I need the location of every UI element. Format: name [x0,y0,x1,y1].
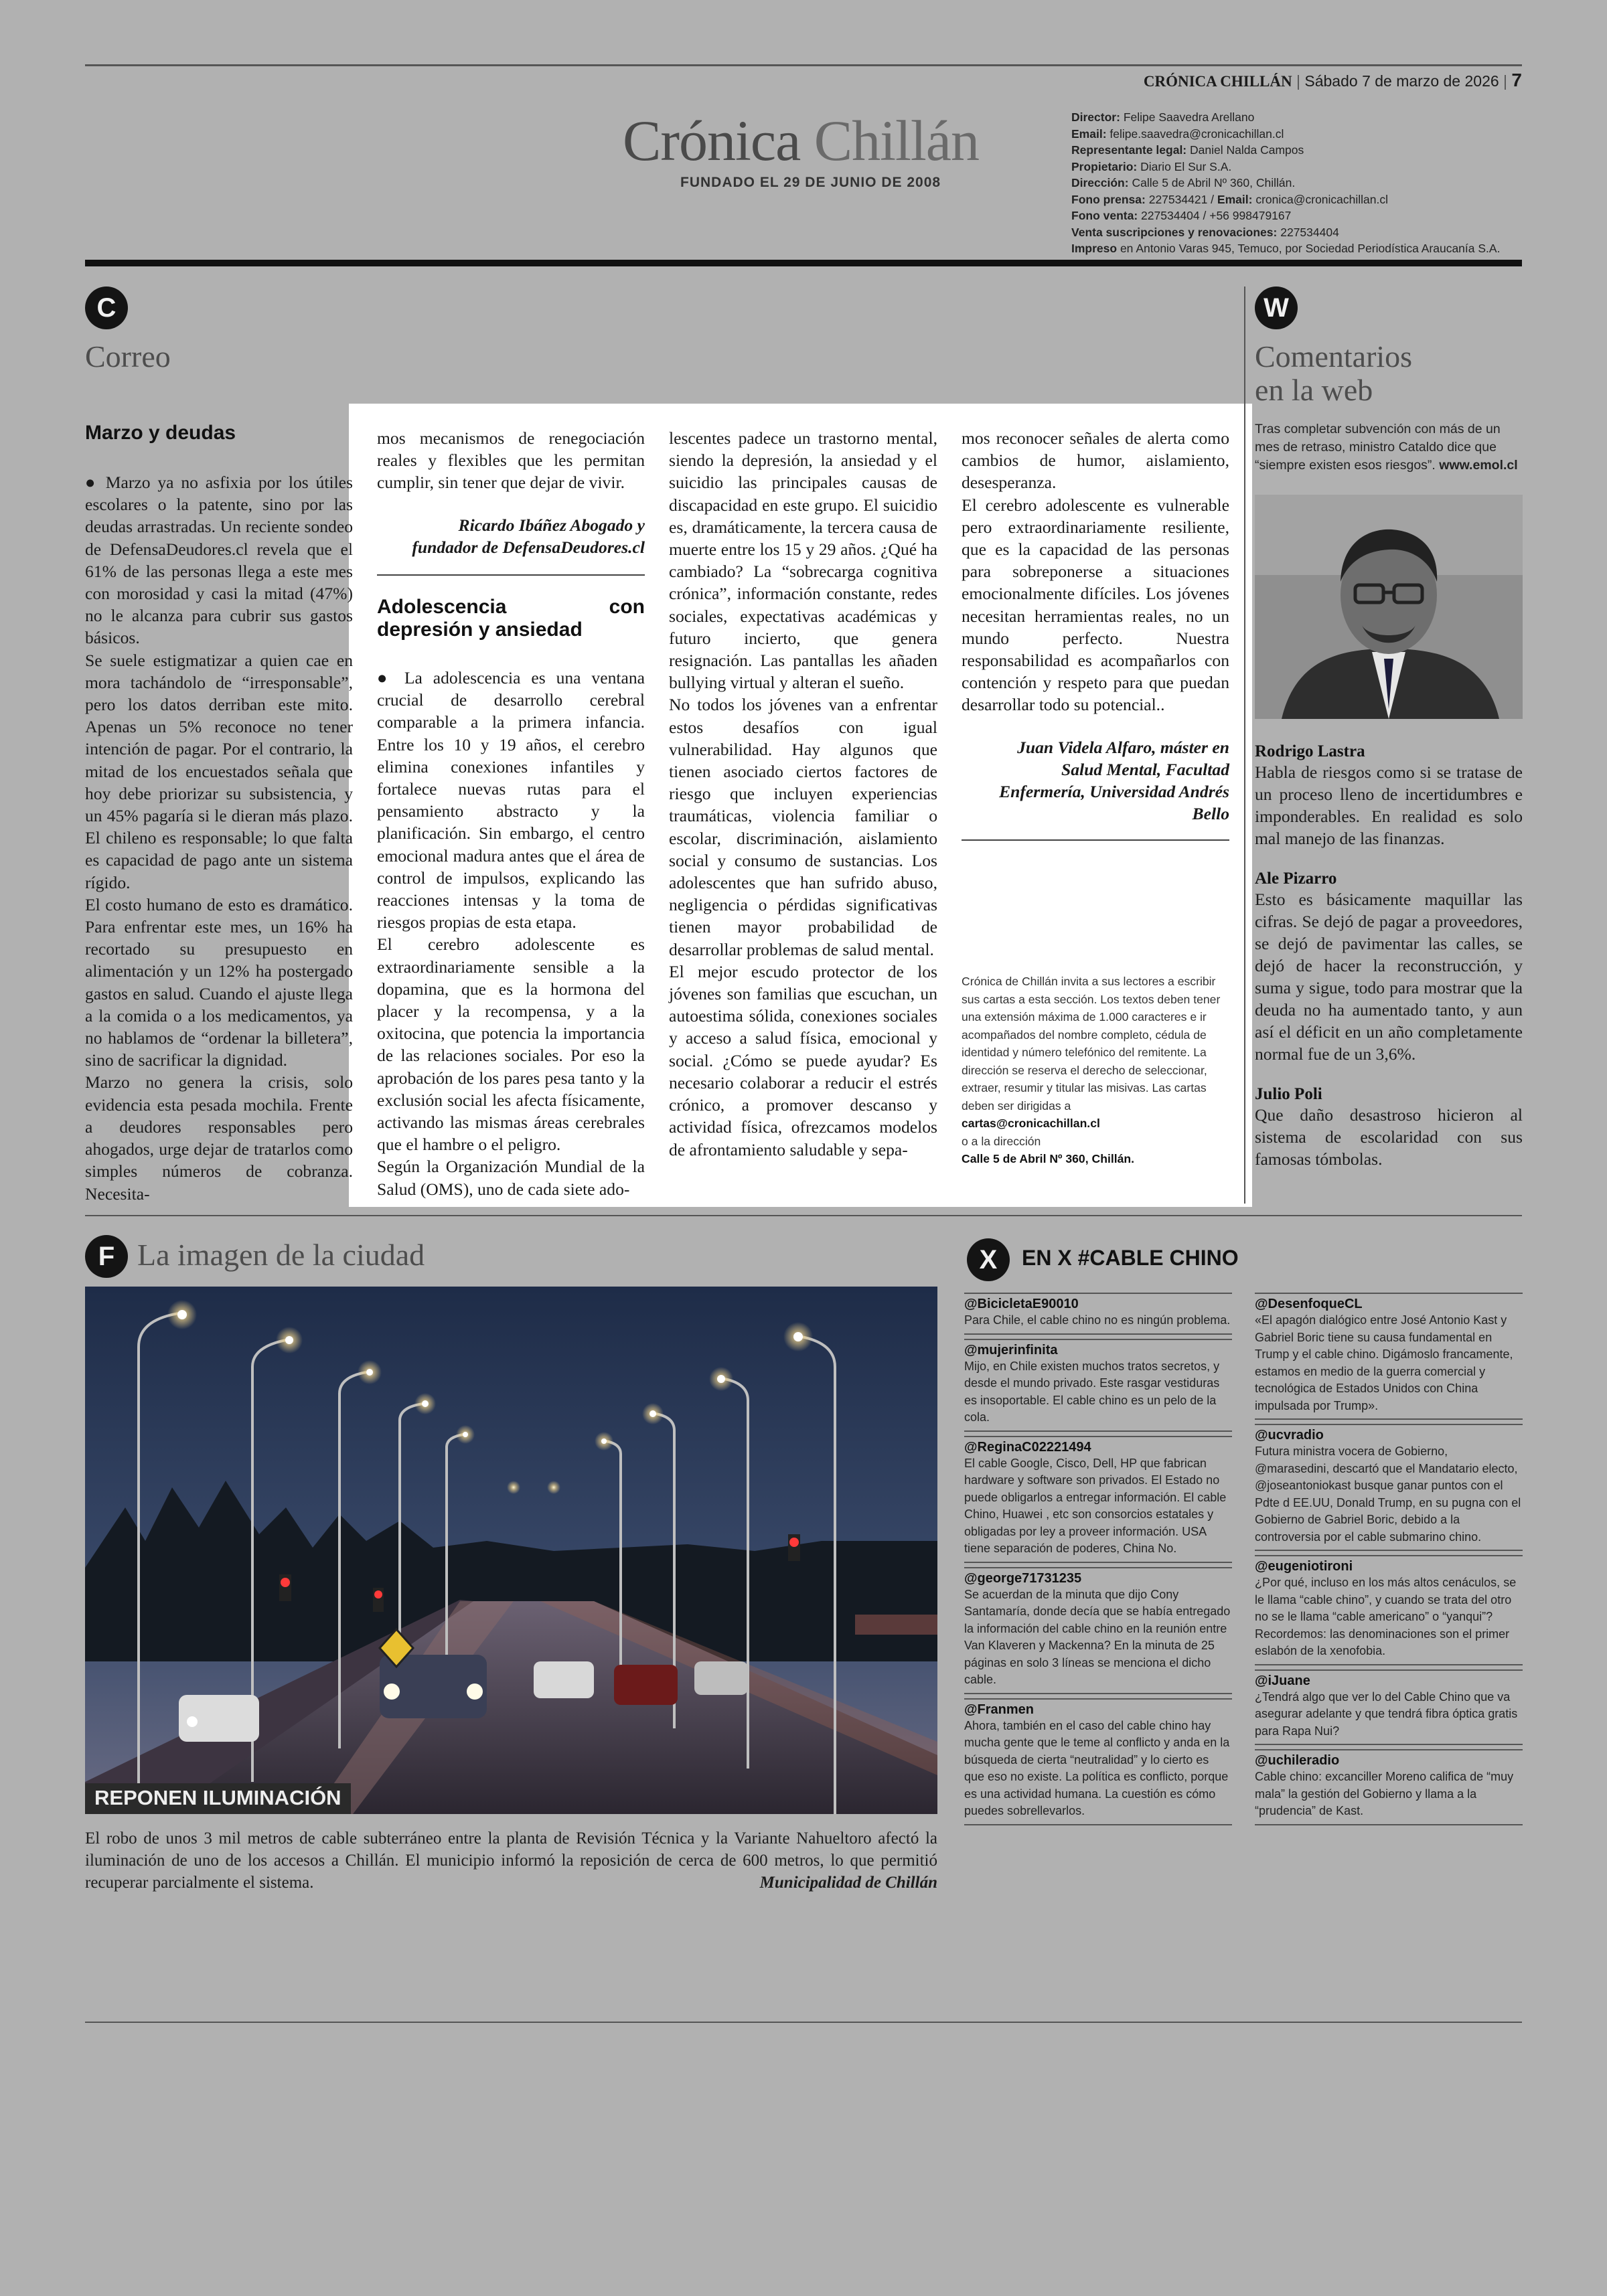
web-title [1255,340,1412,407]
letters-note [962,973,1229,1168]
tweet-text: Para Chile, el cable chino no es ningún problema. [964,1312,1232,1335]
comment [1255,742,1523,849]
tweet-handle[interactable]: @BicicletaE90010 [964,1293,1232,1312]
letter-col2 [377,427,645,1200]
tweet-text: Se acuerdan de la minuta que dijo Cony Santamaría, donde decía que se había entregado la información del cable chino en la reunión entre Van Klaveren y Mackenna? En la minuta de 25 páginas en solo 3 líneas se menciona el dicho cable. [964,1586,1232,1694]
logo-part2: Chillán [814,108,979,173]
comment [1255,1085,1523,1170]
x-badge: X [967,1238,1010,1281]
tweet [964,1293,1232,1335]
photo-credit: Municipalidad de Chillán [759,1874,937,1892]
tweet-handle[interactable]: @Franmen [964,1698,1232,1718]
paragraph: Según la Organización Mundial de la Salud (OMS), uno de cada siete ado- [377,1157,645,1199]
city-photo [85,1287,937,1814]
note-email[interactable]: cartas@cronicachillan.cl [962,1117,1100,1130]
note-address: Calle 5 de Abril Nº 360, Chillán. [962,1152,1135,1165]
tweet-handle[interactable]: @ReginaC02221494 [964,1436,1232,1455]
paragraph: ● Marzo ya no asfixia por los útiles escolares o la patente, sino por las deudas arrastradas. Un reciente sondeo de DefensaDeudores.cl revela que el 61% de las personas llega a este mes con morosidad y casi la mitad (47%) no le alcanza para cubrir sus gastos básicos. [85,473,353,648]
person-icon [1255,495,1523,719]
x-col2 [1255,1289,1523,1825]
letter-col3 [669,427,937,1161]
paragraph: El costo humano de esto es dramático. Para enfrentar este mes, un 16% ha recortado su presupuesto en alimentación y un 12% ha postergado gastos en salud. Cuando el ajuste llega a la comida o a los medicamentos, ya no hablamos de “ordenar la billetera”, sino de sacrificar la dignidad. [85,894,353,1070]
tweet-text: El cable Google, Cisco, Dell, HP que fabrican hardware y software son privados. El Estado no puede obligarlos a entregar información. El cable Chino, Huawei , etc son consorcios estatales y obligadas por ley a proveer información. USA tiene separación de poderes, China No. [964,1455,1232,1563]
web-comments [1255,726,1523,1170]
tweet-text: Futura ministra vocera de Gobierno, @marasedini, descartó que el Mandatario electo, @joseantoniokast busque ganar puntos con el Pdte d EE.UU, Donald Trump, en su pugna con el Gobierno de Gabriel Boric, debido a la controversia por el cable submarino chino. [1255,1443,1523,1551]
paragraph: No todos los jóvenes van a enfrentar estos desafíos con igual vulnerabilidad. Hay algunos que tienen asociado ciertos factores de riesgo que incluyen experiencias traumáticas, violencia familiar o escolar, discriminación, aislamiento social y consumo de sustancias. Los adolescentes que han sufrido abuso, negligencia o pérdidas significativas tienen mayor probabilidad de desarrollar problemas de salud mental. [669,695,937,959]
letter2-headline: Adolescencia con depresión y ansiedad [377,596,645,641]
divider [377,574,645,576]
photo-caption [85,1827,937,1894]
bottom-rule [85,2022,1522,2023]
tweet-handle[interactable]: @eugeniotironi [1255,1555,1523,1574]
letter1-col1 [85,422,353,1205]
paragraph: lescentes padece un trastorno mental, siendo la depresión, la ansiedad y el suicidio las principales causas de discapacidad en este grupo. El suicidio es, dramáticamente, la tercera causa de muerte entre los 15 y 29 años. ¿Qué ha cambiado? La “sobrecarga cognitiva crónica”, información constante, redes sociales, expectativas académicas y futuro incierto, que genera resignación. Las pantallas les añaden bullying virtual y alteran el sueño. [669,428,937,693]
tweet-handle[interactable]: @uchileradio [1255,1749,1523,1769]
tweet-handle[interactable]: @mujerinfinita [964,1339,1232,1358]
comment-author: Julio Poli [1255,1085,1322,1103]
paragraph: Se suele estigmatizar a quien cae en mora tachándolo de “irresponsable”, pero los datos derriban este mito. Apenas un 5% reconoce no tener intención de pagar. Por el contrario, la mitad de los encuestados señala que hoy debe priorizar su subsistencia, y un 45% pagaría si le dieran más plazo. El chileno es responsable; lo que falta es capacidad de pago ante un sistema rígido. [85,650,353,892]
staff-line: Email: felipe.saavedra@cronicachillan.cl [1071,127,1284,141]
web-intro-text: Tras completar subvención con más de un mes de retraso, ministro Cataldo dice que “siempre existen esos riesgos”. [1255,422,1501,473]
paragraph: ● La adolescencia es una ventana crucial de desarrollo cerebral comparable a la primera infancia. Entre los 10 y 19 años, el cerebro elimina conexiones infantiles y fortalece nuevas rutas para el pensamiento abstracto y la planificación. Sin embargo, el centro emocional madura antes que el área de control de impulsos, explicando las reacciones intensas y la toma de riesgos propias de esta etapa. [377,668,645,932]
tweet [1255,1293,1523,1420]
comment-text: Esto es básicamente maquillar las cifras. Se dejó de pagar a proveedores, se dejó de pavimentar las calles, se dejó de hacer la reconstrucción, y suma y sigue, todo para mostrar que la deuda no ha aumentado tanto, y aun así el déficit en un año completamente normal fue de un 3,6%. [1255,890,1523,1064]
correo-title: Correo [85,339,171,374]
tweet-handle[interactable]: @DesenfoqueCL [1255,1293,1523,1312]
letter2-signature: Juan Videla Alfaro, máster en Salud Mental, Facultad Enfermería, Universidad Andrés Bello [999,737,1229,824]
photo-label: REPONEN ILUMINACIÓN [85,1783,351,1814]
tweet-text: ¿Por qué, incluso en los más altos cenáculos, se le llama “cable chino”, y cuando se trata del otro no se le llama “cable americano” o “yanqui”? Recordemos: las denominaciones son el primer eslabón de la xenofobia. [1255,1574,1523,1665]
letter1-signature: Ricardo Ibáñez Abogado y fundador de DefensaDeudores.cl [412,515,645,557]
comment-author: Ale Pizarro [1255,870,1337,888]
folio-date: Sábado 7 de marzo de 2026 [1304,72,1499,90]
logo-part1: Crónica [623,108,801,173]
imagen-badge: F [85,1235,128,1278]
web-intro [1255,420,1523,475]
note-or: o a la dirección [962,1134,1041,1148]
letter-col4 [962,427,1229,841]
correo-badge: C [85,286,128,329]
tweet-text: ¿Tendrá algo que ver lo del Cable Chino que va asegurar adelante y que tendrá fibra óptica gratis para Rapa Nui? [1255,1689,1523,1746]
tweet [964,1436,1232,1563]
staff-box [1071,109,1500,257]
tweet-text: Cable chino: excanciller Moreno califica de “muy mala” la gestión del Gobierno y llama a la “prudencia” de Kast. [1255,1769,1523,1825]
web-title-line2: en la web [1255,373,1373,407]
paragraph: mos mecanismos de renegociación reales y flexibles que les permitan cumplir, sin tener que dejar de vivir. [377,428,645,493]
tweet-text: «El apagón dialógico entre José Antonio Kast y Gabriel Boric tiene su causa fundamental en Trump y el cable chino. Digámoslo francamente, estamos en medio de la guerra comercial y tecnológica de Estados Unidos con China impulsada por Trump». [1255,1312,1523,1420]
staff-line: Fono venta: 227534404 / +56 998479167 [1071,209,1292,222]
x-title: EN X #CABLE CHINO [1022,1246,1239,1270]
staff-line: Fono prensa: 227534421 / Email: cronica@cronicachillan.cl [1071,192,1389,206]
paragraph: El mejor escudo protector de los jóvenes son familias que escuchan, un autoestima sólida, conexiones sociales y acceso a salud física, emocional y social. ¿Cómo se puede ayudar? Es necesario colaborar a reducir el estrés crónico, a promover descanso y actividad física, ofrezcamos modelos de afrontamiento saludable y sepa- [669,961,937,1159]
paragraph: El cerebro adolescente es extraordinariamente sensible a la dopamina, que es la hormona del placer y la recompensa, y a la oxitocina, que potencia la importancia de las relaciones sociales. Por eso la aprobación de los pares pesa tanto y la exclusión social les afecta físicamente, activando las mismas áreas cerebrales que el hambre o el peligro. [377,934,645,1155]
staff-line: Venta suscripciones y renovaciones: 227534404 [1071,225,1339,239]
tweet-handle[interactable]: @iJuane [1255,1669,1523,1689]
street-night-photo [85,1287,937,1814]
folio: CRÓNICA CHILLÁN | Sábado 7 de marzo de 2026 | 7 [1143,70,1522,90]
note-text: Crónica de Chillán invita a sus lectores a escribir sus cartas a esta sección. Los textos deben tener una extensión máxima de 1.000 caracteres e ir acompañados del nombre completo, cédula de identidad y número telefónico del remitente. La dirección se reserva el derecho de seleccionar, extraer, resumir y titular las misivas. Las cartas deben ser dirigidas a [962,975,1221,1113]
folio-paper: CRÓNICA CHILLÁN [1143,73,1292,90]
web-divider-vertical [1244,286,1245,1204]
section-rule [85,1215,1522,1216]
tweet-handle[interactable]: @george71731235 [964,1567,1232,1586]
x-col1 [964,1289,1232,1825]
imagen-title: La imagen de la ciudad [137,1238,425,1272]
staff-line: Dirección: Calle 5 de Abril Nº 360, Chillán. [1071,176,1296,189]
paragraph: El cerebro adolescente es vulnerable pero extraordinariamente resiliente, que es la capacidad de las personas para sobreponerse a situaciones emocionalmente difíciles. Los jóvenes necesitan herramientas reales, no un mundo perfecto. Nuestra responsabilidad es acompañarlos con contención y respeto para que puedan desarrollar todo su potencial.. [962,495,1229,715]
tweet [1255,1424,1523,1551]
comment-text: Habla de riesgos como si se tratase de un proceso lleno de incertidumbres e imponderables. En realidad es solo mal manejo de las finanzas. [1255,762,1523,848]
paragraph: mos reconocer señales de alerta como cambios de humor, aislamiento, desesperanza. [962,428,1229,493]
logo [623,107,979,174]
tweet [964,1339,1232,1432]
comment [1255,870,1523,1065]
web-title-line1: Comentarios [1255,339,1413,374]
tweet-handle[interactable]: @ucvradio [1255,1424,1523,1443]
tweet-text: Mijo, en Chile existen muchos tratos secretos, y desde el mundo privado. Este rasgar vestiduras es insoportable. El cable chino es un pelo de la cola. [964,1358,1232,1432]
caption-text: El robo de unos 3 mil metros de cable subterráneo entre la planta de Revisión Técnica y la Variante Nahueltoro afectó la iluminación de uno de los accesos a Chillán. El municipio informó la reposición de cerca de 600 metros, lo que permitió recuperar parcialmente el sistema. [85,1829,937,1892]
paragraph: Marzo no genera la crisis, solo evidencia esta pesada mochila. Frente a deudores responsables pero ahogados, urge dejar de tratarlos como simples números de cobranza. Necesita- [85,1072,353,1204]
tweet [964,1567,1232,1694]
tweet [1255,1555,1523,1665]
tweet [964,1698,1232,1825]
letter1-headline: Marzo y deudas [85,422,236,444]
staff-line: Propietario: Diario El Sur S.A. [1071,159,1232,173]
web-intro-source[interactable]: www.emol.cl [1439,458,1518,473]
comment-author: Rodrigo Lastra [1255,742,1365,760]
top-rule [85,64,1522,66]
tweet-text: Ahora, también en el caso del cable chino hay mucha gente que le teme al conflicto y anda en la búsqueda de cierta “neutralidad” y lo cierto es que eso no existe. La política es conflicto, porque es una actividad humana. La cuestión es cómo puedes sobrellevarlos. [964,1718,1232,1825]
tweet [1255,1749,1523,1825]
comment-text: Que daño desastroso hicieron al sistema de escolaridad con sus famosas tómbolas. [1255,1105,1523,1169]
portrait-photo [1255,495,1523,719]
masthead-rule [85,260,1522,266]
divider [962,839,1229,841]
staff-line: Director: Felipe Saavedra Arellano [1071,110,1255,124]
web-badge: W [1255,286,1298,329]
tweet [1255,1669,1523,1746]
founded-line: FUNDADO EL 29 DE JUNIO DE 2008 [680,175,941,190]
staff-line: Representante legal: Daniel Nalda Campos [1071,143,1304,157]
staff-line: Impreso en Antonio Varas 945, Temuco, por Sociedad Periodística Araucanía S.A. [1071,242,1501,255]
page-number: 7 [1511,70,1522,90]
